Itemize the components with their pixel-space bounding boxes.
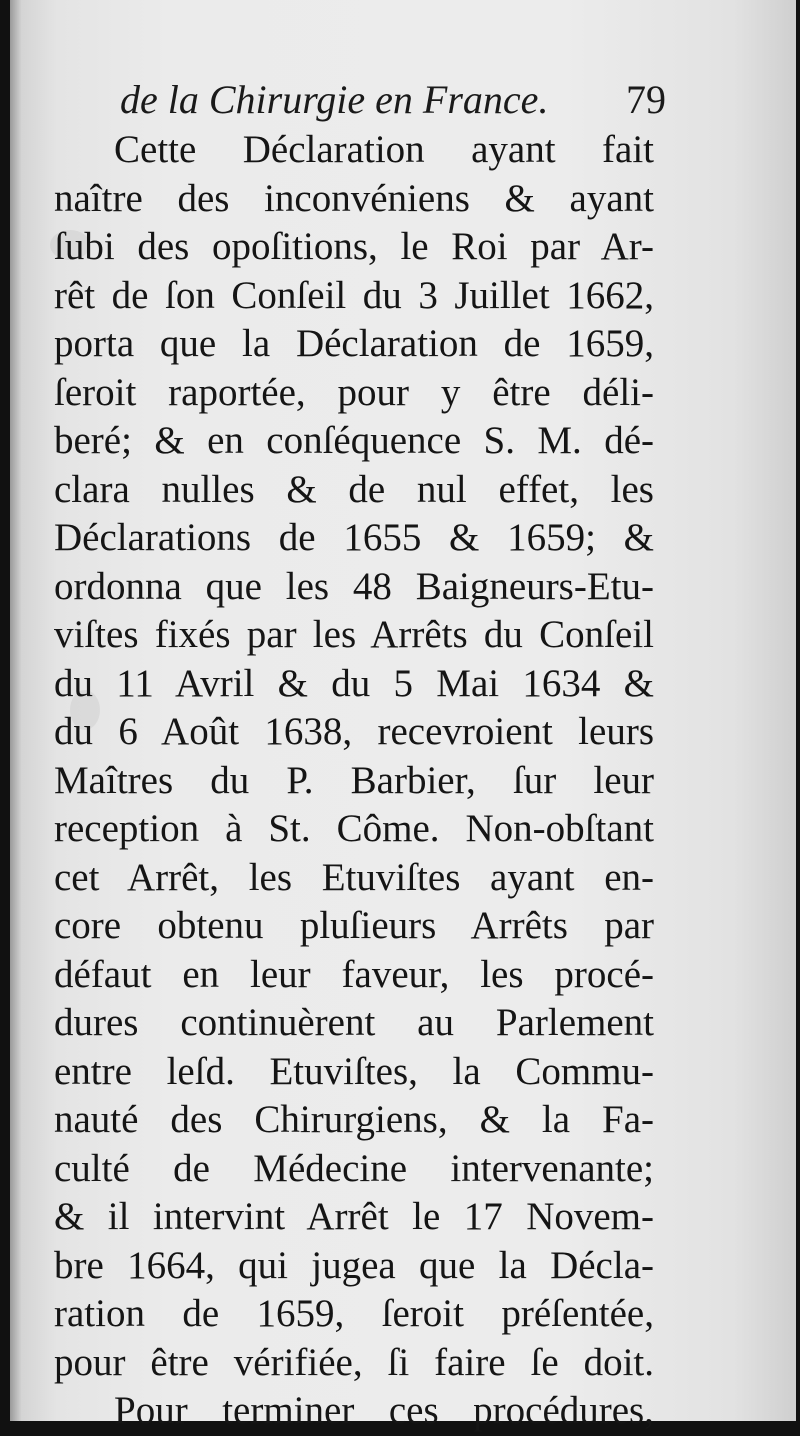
text-line: culté de Médecine intervenante; [54, 1146, 654, 1190]
text-line: ordonna que les 48 Baigneurs-Etu- [54, 564, 654, 608]
text-line: ration de 1659, ſeroit préſentée, [54, 1292, 654, 1335]
text-line: Maîtres du P. Barbier, ſur leur [54, 758, 654, 802]
text-line: reception à St. Côme. Non-obſtant [54, 807, 654, 850]
text-line: naître des inconvéniens & ayant [54, 176, 654, 220]
page-number: 79 [626, 77, 666, 122]
page-header [114, 76, 674, 132]
text-line: pour être vérifiée, ſi faire ſe doit. [54, 1340, 654, 1384]
text-line: du 11 Avril & du 5 Mai 1634 & [54, 661, 654, 705]
text-line: cet Arrêt, les Etuviſtes ayant en- [54, 855, 654, 899]
text-line: clara nulles & de nul effet, les [54, 467, 654, 511]
page-gutter-shadow [10, 0, 22, 1421]
text-line: ſeroit raportée, pour y être déli- [54, 370, 654, 414]
text-line: beré; & en conſéquence S. M. dé- [54, 419, 654, 462]
text-line: Pour terminer ces procédures, [114, 1389, 654, 1432]
text-line: & il intervint Arrêt le 17 Novem- [54, 1195, 654, 1238]
text-line: entre leſd. Etuviſtes, la Commu- [54, 1049, 654, 1093]
body-text [54, 126, 654, 1436]
text-line: core obtenu pluſieurs Arrêts par [54, 904, 654, 947]
text-line: rêt de ſon Conſeil du 3 Juillet 1662, [54, 273, 654, 317]
text-line: Déclarations de 1655 & 1659; & [54, 516, 654, 559]
text-line: nauté des Chirurgiens, & la Fa- [54, 1098, 654, 1141]
text-line: dures continuèrent au Parlement [54, 1001, 654, 1044]
book-page [10, 0, 796, 1432]
text-line: ſubi des opoſitions, le Roi par Ar- [54, 225, 654, 268]
text-line: du 6 Août 1638, recevroient leurs [54, 710, 654, 753]
text-line: défaut en leur faveur, les procé- [54, 952, 654, 996]
text-line: porta que la Déclaration de 1659, [54, 322, 654, 365]
text-line: Cette Déclaration ayant fait [114, 128, 654, 171]
text-line: bre 1664, qui jugea que la Décla- [54, 1243, 654, 1287]
running-title: de la Chirurgie en France. [120, 77, 549, 122]
text-line: viſtes fixés par les Arrêts du Conſeil [54, 613, 654, 656]
